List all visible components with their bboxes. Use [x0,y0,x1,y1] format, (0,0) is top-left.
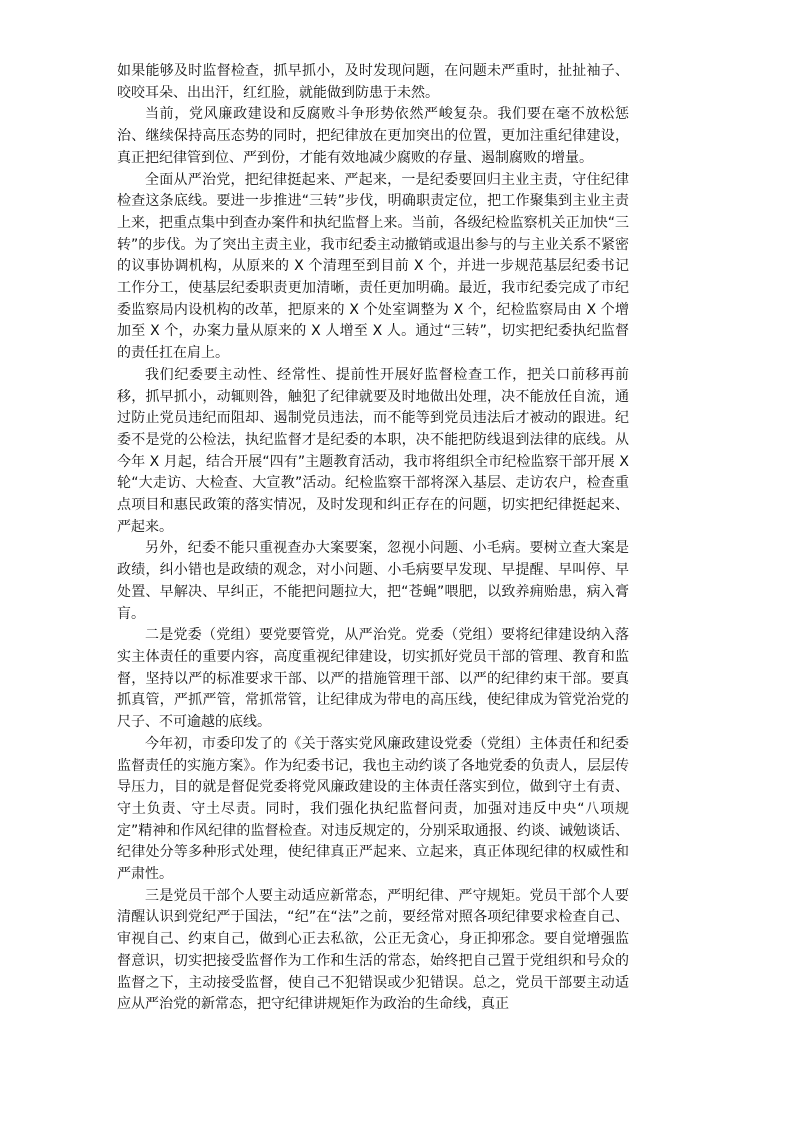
paragraph-point-two: 二是党委（党组）要党要管党，从严治党。党委（党组）要将纪律建设纳入落实主体责任的重要内容，高度重视纪律建设，切实抓好党员干部的管理、教育和监督，坚持以严的标准要求干部、以严的措施管理干部、以严的纪律约束干部。要真抓真管，严抓严管，常抓常管，让纪律成为带电的高压线，使纪律成为管党治党的尺子、不可逾越的底线。 [117,627,629,731]
paragraph-implementation-plan: 今年初，市委印发了的《关于落实党风廉政建设党委（党组）主体责任和纪委监督责任的实施方案》。作为纪委书记，我也主动约谈了各地党委的负责人，层层传导压力，目的就是督促党委将党风廉政建设的主体责任落实到位，做到守土有责、守土负责、守土尽责。同时，我们强化执纪监督问责，加强对违反中央“八项规定”精神和作风纪律的监督检查。对违反规定的，分别采取通报、约谈、诫勉谈话、纪律处分等多种形式处理，使纪律真正严起来、立起来，真正体现纪律的权威性和严肃性。 [117,735,629,883]
paragraph-situation: 当前，党风廉政建设和反腐败斗争形势依然严峻复杂。我们要在毫不放松惩治、继续保持高压态势的同时，把纪律放在更加突出的位置，更加注重纪律建设，真正把纪律管到位、严到份，才能有效地减少腐败的存量、遏制腐败的增量。 [117,106,629,166]
paragraph-supervision: 我们纪委要主动性、经常性、提前性开展好监督检查工作，把关口前移再前移，抓早抓小，动辄则咎，触犯了纪律就要及时地做出处理，决不能放任自流，通过防止党员违纪而阻却、遏制党员违法，而不能等到党员违法后才被动的跟进。纪委不是党的公检法，执纪监督才是纪委的本职，决不能把防线退到法律的底线。从今年 X 月起，结合开展“四有”主题教育活动，我市将组织全市纪检监察干部开展 X 轮“大走访、大检查、大宣教”活动。纪检监察干部将深入基层、走访农户，检查重点项目和惠民政策的落实情况，及时发现和纠正存在的问题，切实把纪律挺起来、严起来。 [117,366,629,535]
paragraph-small-problems: 另外，纪委不能只重视查办大案要案，忽视小问题、小毛病。要树立查大案是政绩，纠小错也是政绩的观念，对小问题、小毛病要早发现、早提醒、早叫停、早处置、早解决、早纠正，不能把问题拉大，把“苍蝇”喂肥，以致养痈贻患，病入膏肓。 [117,540,629,622]
paragraph-point-one: 全面从严治党，把纪律挺起来、严起来，一是纪委要回归主业主责，守住纪律检查这条底线。要进一步推进“三转”步伐，明确职责定位，把工作聚集到主业主责上来，把重点集中到查办案件和执纪监督上来。当前，各级纪检监察机关正加快“三转”的步伐。为了突出主责主业，我市纪委主动撤销或退出参与的与主业关系不紧密的议事协调机构，从原来的 X 个清理至到目前 X 个，并进一步规范基层纪委书记工作分工，使基层纪委职责更加清晰，责任更加明确。最近，我市纪委完成了市纪委监察局内设机构的改革，把原来的 X 个处室调整为 X 个，纪检监察局由 X 个增加至 X 个，办案力量从原来的 X 人增至 X 人。通过“三转”，切实把纪委执纪监督的责任扛在肩上。 [117,171,629,362]
document-body [117,61,629,1016]
paragraph-point-three: 三是党员干部个人要主动适应新常态，严明纪律、严守规矩。党员干部个人要清醒认识到党纪严于国法，“纪”在“法”之前，要经常对照各项纪律要求检查自己、审视自己、约束自己，做到心正去私欲，公正无贪心，身正抑邪念。要自觉增强监督意识，切实把接受监督作为工作和生活的常态，始终把自己置于党组织和号众的监督之下，主动接受监督，使自己不犯错误或少犯错误。总之，党员干部要主动适应从严治党的新常态，把守纪律讲规矩作为政治的生命线，真正 [117,887,629,1013]
paragraph-continuation: 如果能够及时监督检查，抓早抓小，及时发现问题，在问题未严重时，扯扯袖子、咬咬耳朵、出出汗，红红脸，就能做到防患于未然。 [117,63,629,101]
